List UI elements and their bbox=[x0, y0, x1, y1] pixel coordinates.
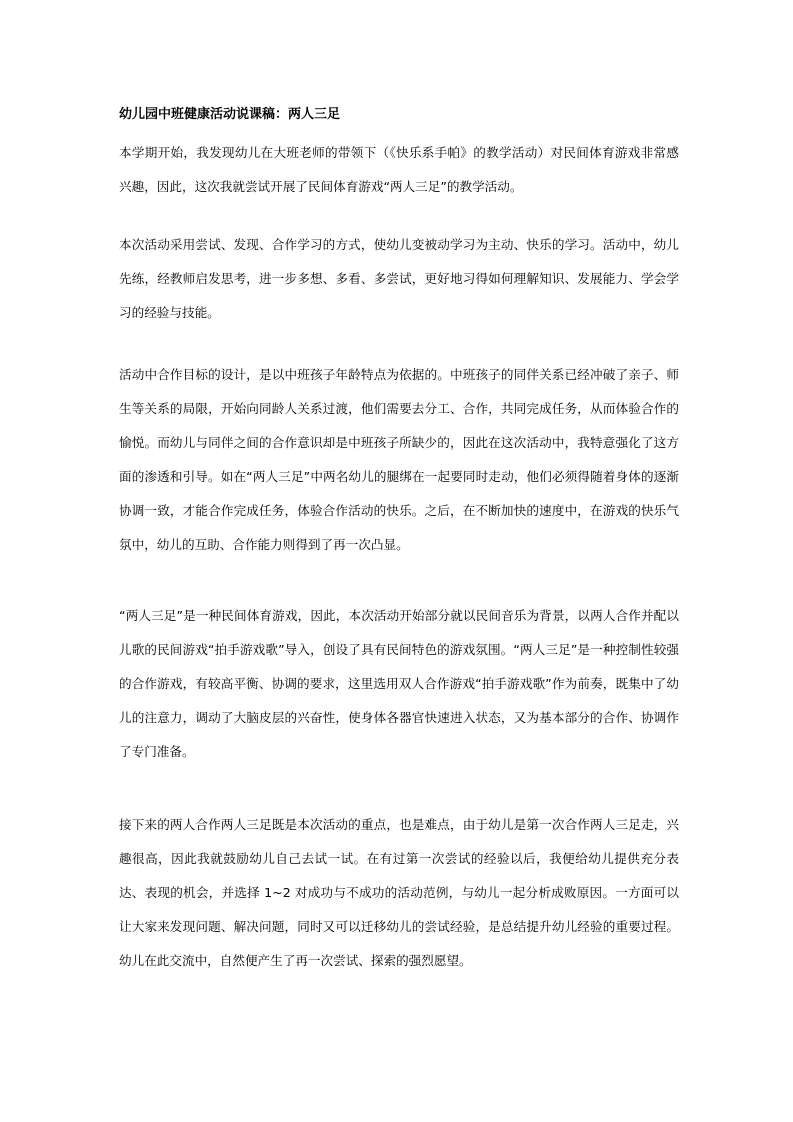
document-title: 幼儿园中班健康活动说课稿：两人三足 bbox=[119, 107, 341, 122]
paragraph-main-activity: 接下来的两人合作两人三足既是本次活动的重点，也是难点，由于幼儿是第一次合作两人三足走，兴趣很高，因此我就鼓励幼儿自己去试一试。在有过第一次尝试的经验以后，我便给幼儿提供充分表达、表现的机会，并选择 1~2 对成功与不成功的活动范例，与幼儿一起分析成败原因。一方面可以让大家来发现问题、解决问题，同时又可以迁移幼儿的尝试经验，是总结提升幼儿经验的重要过程。幼儿在此交流中，自然便产生了再一次尝试、探索的强烈愿望。 bbox=[119, 817, 679, 968]
paragraph-method: 本次活动采用尝试、发现、合作学习的方式，使幼儿变被动学习为主动、快乐的学习。活动中，幼儿先练，经教师启发思考，进一步多想、多看、多尝试，更好地习得如何理解知识、发展能力、学会学习的经验与技能。 bbox=[119, 237, 679, 320]
paragraph-cooperation-goal: 活动中合作目标的设计，是以中班孩子年龄特点为依据的。中班孩子的同伴关系已经冲破了亲子、师生等关系的局限，开始向同龄人关系过渡，他们需要去分工、合作，共同完成任务，从而体验合作的愉悦。而幼儿与同伴之间的合作意识却是中班孩子所缺少的，因此在这次活动中，我特意强化了这方面的渗透和引导。如在“两人三足”中两名幼儿的腿绑在一起要同时走动，他们必须得随着身体的逐渐协调一致，才能合作完成任务，体验合作活动的快乐。之后，在不断加快的速度中，在游戏的快乐气氛中，幼儿的互助、合作能力则得到了再一次凸显。 bbox=[119, 367, 679, 552]
paragraph-intro: 本学期开始，我发现幼儿在大班老师的带领下（《快乐系手帕》的教学活动）对民间体育游戏非常感兴趣，因此，这次我就尝试开展了民间体育游戏“两人三足”的教学活动。 bbox=[119, 145, 679, 194]
paragraph-warmup: “两人三足”是一种民间体育游戏，因此，本次活动开始部分就以民间音乐为背景，以两人合作并配以儿歌的民间游戏“拍手游戏歌”导入，创设了具有民间特色的游戏氛围。“两人三足”是一种控制性较强的合作游戏，有较高平衡、协调的要求，这里选用双人合作游戏“拍手游戏歌”作为前奏，既集中了幼儿的注意力，调动了大脑皮层的兴奋性，使身体各器官快速进入状态，又为基本部分的合作、协调作了专门准备。 bbox=[119, 608, 679, 759]
